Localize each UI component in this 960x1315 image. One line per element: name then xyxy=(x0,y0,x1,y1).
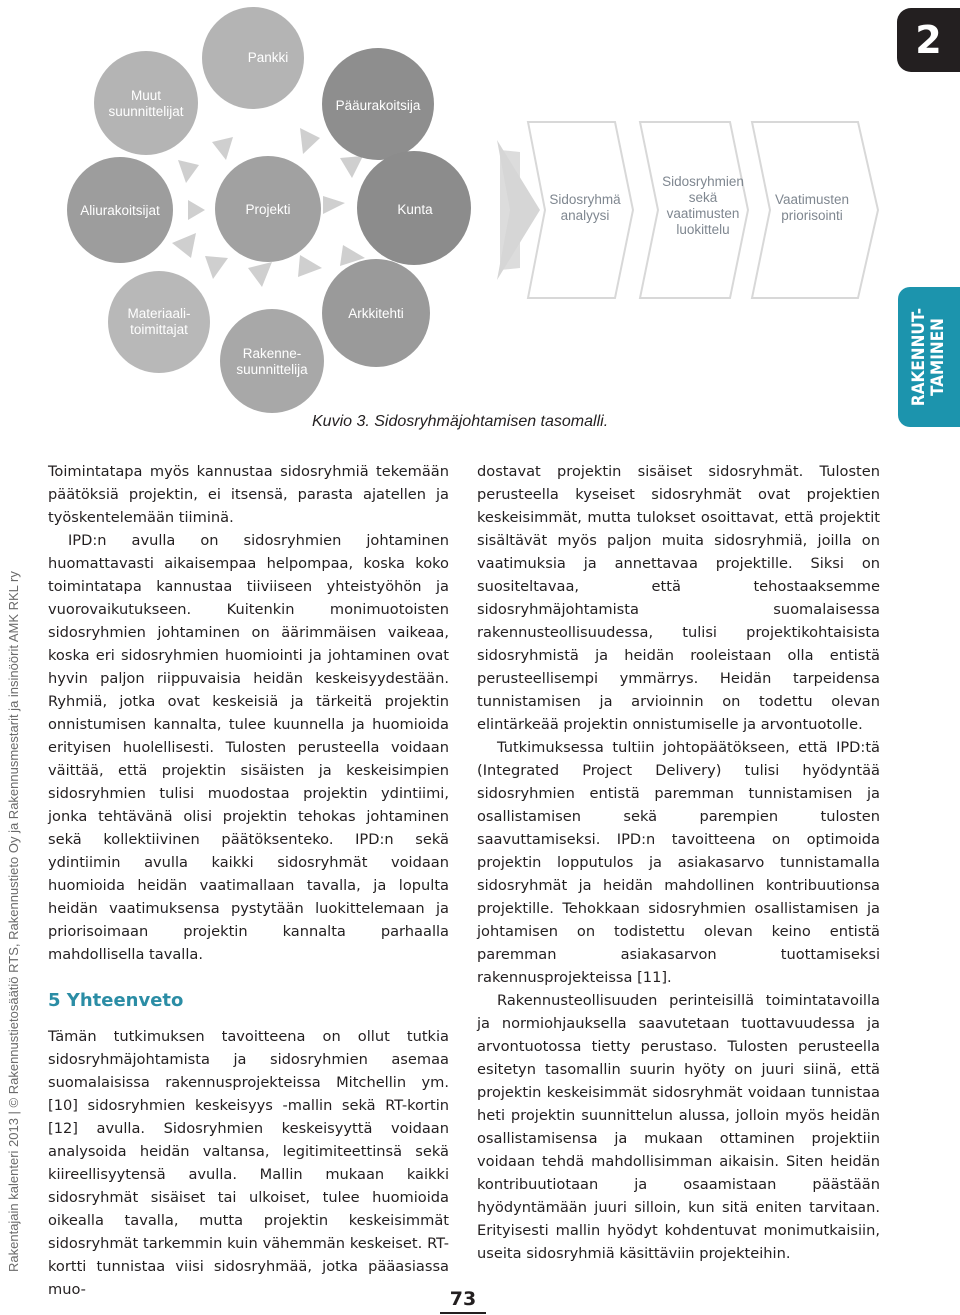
left-text-column xyxy=(48,460,449,1301)
paragraph: Toimintatapa myös kannustaa sidosryhmiä tekemään päätöksiä projektin, ei itsensä, parasta ajatellen ja työskentelemään tiiminä. xyxy=(48,463,449,526)
node-label-rakenne: Rakenne- suunnittelija xyxy=(236,346,308,377)
node-label-pankki: Pankki xyxy=(247,50,289,65)
arrow-icon xyxy=(323,196,345,214)
paragraph: dostavat projektin sisäiset sidosryhmät. Tulosten perusteella kyseiset sidosryhmät ovat projektien keskeisimmät, mutta tulokset osoittavat, että projektit sisältävät myös paljon muita sidosryhmiä, joilla on vaatimuksia ja annettavaa projektille. Siksi on suositeltavaa, että tehostaaksemme sidosryhmäjohtamista suomalaisessa rakennusteollisuudessa, tulisi projektikohtaisista sidosryhmistä ja heidän rooleistaan olla entistä perusteellisempi ymmärrys. Heidän tarpeidensa tunnistamisen ja arvioinnin on todettu olevan elintärkeää projektin onnistumiselle ja arvontuotolle. xyxy=(477,463,880,733)
node-label-projekti: Projekti xyxy=(245,202,291,217)
arrow-icon xyxy=(298,255,322,277)
arrow-icon xyxy=(172,233,196,258)
arrow-icon xyxy=(178,160,199,183)
paragraph: Tämän tutkimuksen tavoitteena on ollut tutkia sidosryhmäjohtamista ja sidosryhmien asemaa suomalaisissa rakennusprojekteissa Mitchellin ym. [10] sidosryhmien keskeisyys -mallin sekä RT-kortin [12] avulla. Sidosryhmien keskeisyyttä voidaan analysoida heidän valtansa, legitimiteettinsä sekä kiireellisyytensä avulla. Mallin mukaan kaikki sidosryhmät sisäiset tai ulkoiset, tulee huomioida oikealla tavalla, mutta projektin keskeisimmät sidosryhmät tarkemmin kuin vähemmän keskeiset. RT-kortti tunnistaa viisi sidosryhmää, jotka pääasiassa muo- xyxy=(48,1028,449,1298)
step-label-classification: Sidosryhmien sekä vaatimusten luokittelu xyxy=(662,174,744,237)
node-label-kunta: Kunta xyxy=(397,202,433,217)
arrow-icon xyxy=(248,262,272,287)
side-tab-line-2: TAMINEN xyxy=(928,318,948,396)
step-label-prioritization: Vaatimusten priorisointi xyxy=(774,192,850,223)
arrow-icon xyxy=(188,200,205,220)
node-label-muut: Muut suunnittelijat xyxy=(108,88,184,119)
vertical-copyright-footer: Rakentajain kalenteri 2013 | © Rakennustietosäätiö RTS, Rakennustieto Oy ja Rakennusmestarit ja insinöörit AMK RKL ry xyxy=(6,571,21,1272)
chapter-number-badge: 2 xyxy=(897,8,960,72)
step-label-analysis: Sidosryhmä analyysi xyxy=(549,192,621,223)
arrow-icon xyxy=(205,256,228,279)
node-label-paaurakoitsija: Pääurakoitsija xyxy=(335,98,421,113)
paragraph: Rakennusteollisuuden perinteisillä toimintatavoilla ja normiohjauksella saavutetaan tuottavuudessa ja arvontuotossa tietty perustaso. Tulosten perusteella esitetyn tasomallin suurin hyöty on juuri siinä, että projektin keskeisimmät sidosryhmät voidaan tunnistaa heti projektin suunnittelun alussa, jolloin myös heidän osallistamisensa ja mukaan ottaminen projektiin voidaan tehdä mahdollisimman aikaisin. Siten heidän kontribuutiotaan ja osaamistaan päästään hyödyntämään juuri silloin, kun sitä eniten tarvitaan. Erityisesti mallin hyödyt kohdentuvat monimutkaisiin, useita sidosryhmiä käsittäviin projekteihin. xyxy=(477,992,880,1262)
side-tab-line-1: RAKENNUT- xyxy=(909,307,929,407)
node-label-materiaali: Materiaali- toimittajat xyxy=(127,306,191,337)
arrow-icon xyxy=(300,128,320,154)
paragraph: Tutkimuksessa tultiin johtopäätökseen, että IPD:tä (Integrated Project Delivery) tulisi hyödyntää sidosryhmien entistä paremman tunnistamisen ja osallistamisen sekä parempien tulosten saavuttamiseksi. IPD:n tavoitteena on optimoida projektin lopputulos ja asiakasarvo tunnistamalla sidosryhmät ja heidän mahdollinen kontribuutionsa projektille. Tehokkaan sidosryhmien osallistamisen ja johtamisen on todistettu olevan keino entistä paremman asiakasarvon tuottamiseksi rakennusprojekteissa [11]. xyxy=(477,739,880,986)
paragraph: IPD:n avulla on sidosryhmien johtaminen huomattavasti aikaisempaa helpompaa, koska koko toimintatapa kannustaa tiiviiseen yhteistyöhön ja vuorovaikutukseen. Kuitenkin monimuotoisten sidosryhmien johtaminen on äärimmäisen vaikeaa, koska eri sidosryhmien huomiointi ja johtaminen ovat hyvin paljon riippuvaisia heidän keskeisyydestään. Ryhmiä, jotka ovat keskeisiä ja tärkeitä projektin onnistumisen kannalta, tulee kuunnella ja huomioida erityisen huolellisesti. Tulosten perusteella voidaan väittää, että projektin sisäisten ja keskeisimpien sidosryhmien tulisi muodostaa projektin ydintiimi, jonka tehtävänä olisi projektin tehokas johtaminen sekä kollektiivinen päätöksenteko. IPD:n sekä ydintiimin avulla kaikki sidosryhmät voidaan huomioida heidän vaatimallaan tavalla, ja lopulta heidän vaatimuksensa pystytään luokittelemaan ja priorisoimaan projektin kannalta parhaalla mahdollisella tavalla. xyxy=(48,532,449,963)
page-number: 73 xyxy=(440,1288,486,1314)
node-label-aliurakoitsijat: Aliurakoitsijat xyxy=(80,203,160,218)
section-heading: 5 Yhteenveto xyxy=(48,990,184,1011)
figure-caption: Kuvio 3. Sidosryhmäjohtamisen tasomalli. xyxy=(312,413,609,430)
node-label-arkkitehti: Arkkitehti xyxy=(348,306,404,321)
arrow-icon xyxy=(212,137,233,160)
right-text-column xyxy=(477,460,880,1265)
arrow-icon xyxy=(340,156,363,178)
